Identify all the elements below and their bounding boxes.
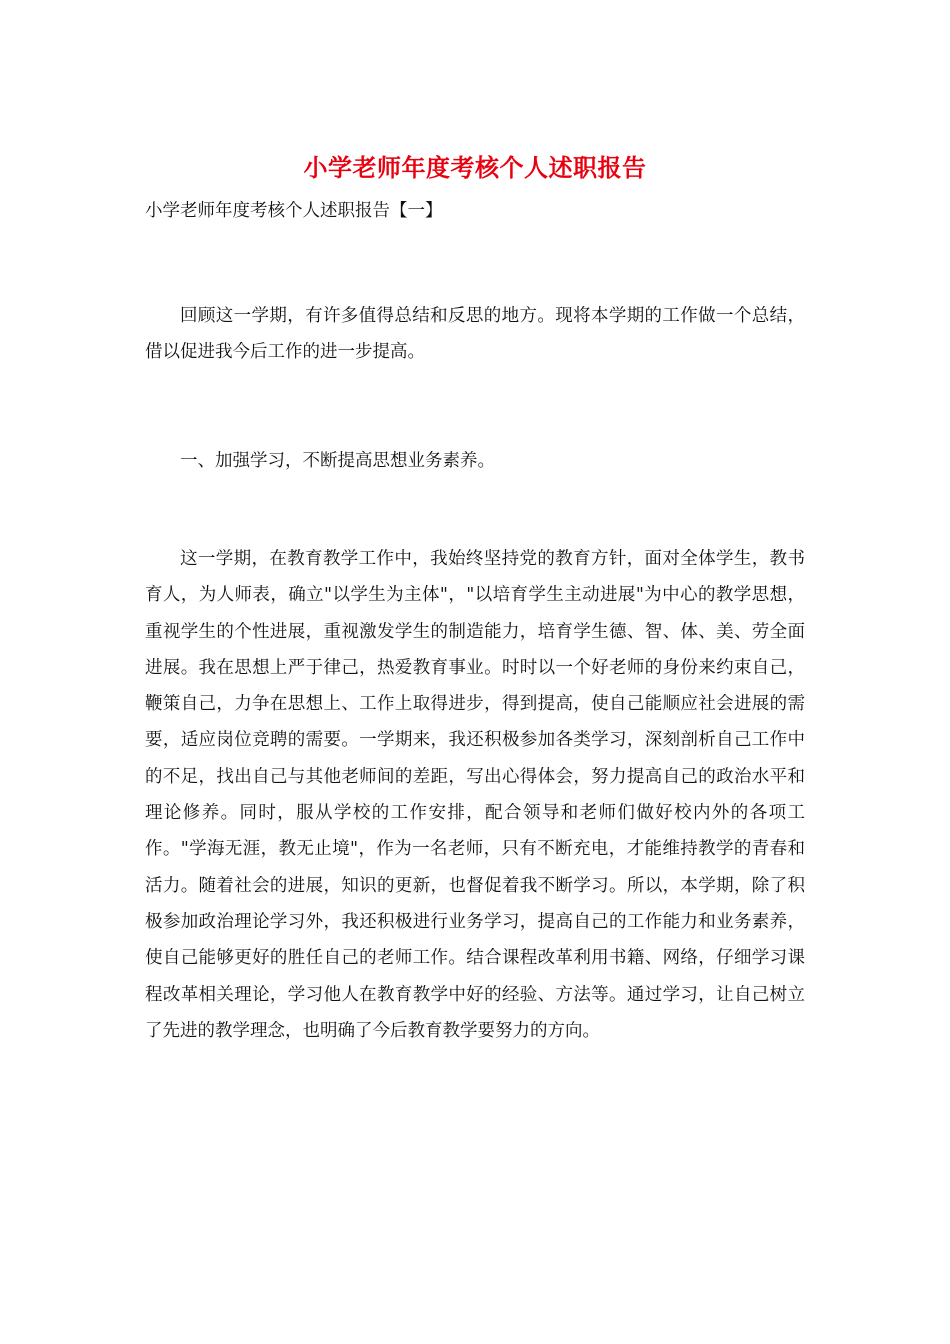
document-subtitle: 小学老师年度考核个人述职报告【一】 [145, 201, 443, 221]
intro-paragraph: 回顾这一学期，有许多值得总结和反思的地方。现将本学期的工作做一个总结，借以促进我今后工作的进一步提高。 [145, 306, 805, 363]
section-heading: 一、加强学习，不断提高思想业务素养。 [180, 451, 495, 471]
body-paragraph: 这一学期，在教育教学工作中，我始终坚持党的教育方针，面对全体学生，教书育人，为人师表，确立"以学生为主体"，"以培育学生主动进展"为中心的教学思想，重视学生的个性进展，重视激发学生的制造能力，培育学生德、智、体、美、劳全面进展。我在思想上严于律己，热爱教育事业。时时以一个好老师的身份来约束自己，鞭策自己，力争在思想上、工作上取得进步，得到提高，使自己能顺应社会进展的需要，适应岗位竞聘的需要。一学期来，我还积极参加各类学习，深刻剖析自己工作中的不足，找出自己与其他老师间的差距，写出心得体会，努力提高自己的政治水平和理论修养。同时，服从学校的工作安排，配合领导和老师们做好校内外的各项工作。"学海无涯，教无止境"，作为一名老师，只有不断充电，才能维持教学的青春和活力。随着社会的进展，知识的更新，也督促着我不断学习。所以，本学期，除了积极参加政治理论学习外，我还积极进行业务学习，提高自己的工作能力和业务素养，使自己能够更好的胜任自己的老师工作。结合课程改革利用书籍、网络，仔细学习课程改革相关理论，学习他人在教育教学中好的经验、方法等。通过学习，让自己树立了先进的教学理念，也明确了今后教育教学要努力的方向。 [145, 549, 805, 1041]
document-title: 小学老师年度考核个人述职报告 [303, 153, 647, 182]
